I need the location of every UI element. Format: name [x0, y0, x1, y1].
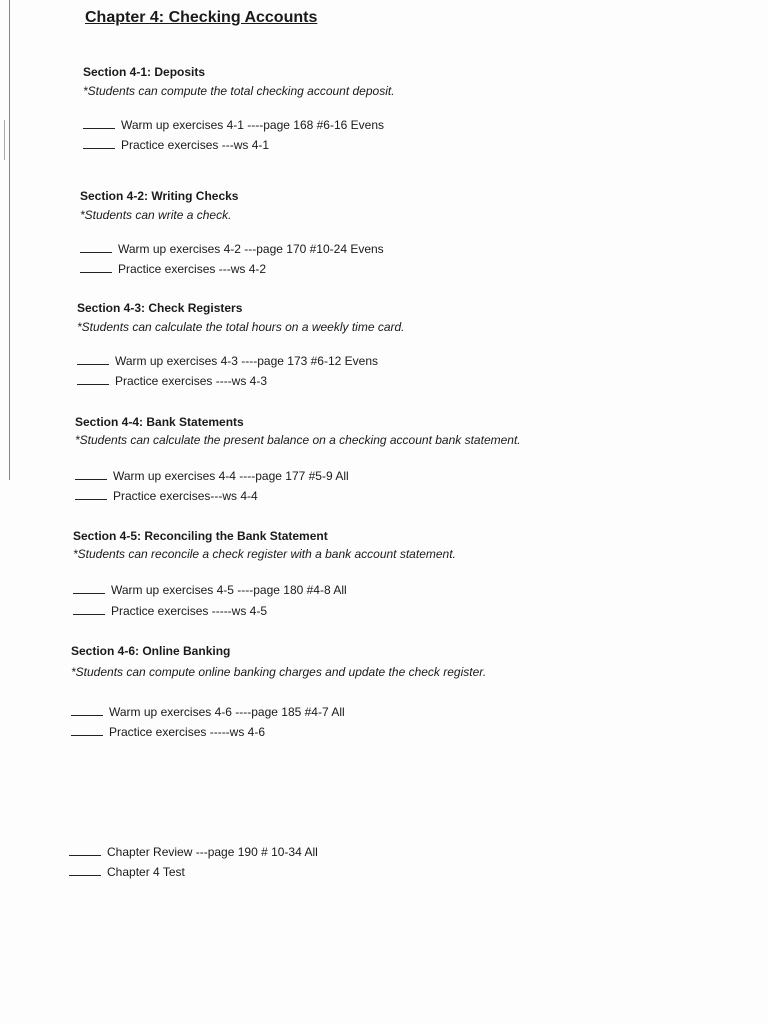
item-text: Practice exercises ----ws 4-3 — [115, 374, 268, 388]
section-objective: *Students can compute the total checking account deposit. — [83, 84, 395, 98]
item-text: Warm up exercises 4-6 ----page 185 #4-7 All — [109, 705, 345, 719]
page-title: Chapter 4: Checking Accounts — [85, 9, 318, 26]
section-heading: Section 4-6: Online Banking — [71, 644, 231, 658]
checklist-item-chapter-review — [69, 845, 318, 859]
item-text: Practice exercises---ws 4-4 — [113, 489, 258, 503]
checklist-item — [80, 262, 266, 276]
checkbox-blank[interactable] — [73, 604, 105, 615]
item-text: Warm up exercises 4-5 ----page 180 #4-8 All — [111, 583, 347, 597]
checklist-item-chapter-test — [69, 865, 185, 879]
section-objective: *Students can calculate the present balance on a checking account bank statement. — [75, 433, 521, 447]
scan-edge-line — [9, 0, 10, 480]
checkbox-blank[interactable] — [69, 845, 101, 856]
item-text: Warm up exercises 4-2 ---page 170 #10-24 Evens — [118, 242, 384, 256]
checklist-item — [77, 354, 378, 368]
checkbox-blank[interactable] — [77, 354, 109, 365]
section-objective: *Students can write a check. — [80, 208, 232, 222]
section-objective: *Students can compute online banking charges and update the check register. — [71, 665, 487, 679]
section-heading: Section 4-4: Bank Statements — [75, 415, 244, 429]
section-heading: Section 4-3: Check Registers — [77, 301, 243, 315]
item-text: Practice exercises ---ws 4-1 — [121, 138, 270, 152]
checkbox-blank[interactable] — [83, 118, 115, 129]
item-text: Chapter Review ---page 190 # 10-34 All — [107, 845, 318, 859]
checklist-item — [71, 725, 265, 739]
section-heading: Section 4-2: Writing Checks — [80, 189, 239, 203]
checkbox-blank[interactable] — [71, 725, 103, 736]
section-objective: *Students can reconcile a check register with a bank account statement. — [73, 547, 456, 561]
checkbox-blank[interactable] — [80, 262, 112, 273]
section-heading: Section 4-5: Reconciling the Bank Statement — [73, 529, 328, 543]
checkbox-blank[interactable] — [75, 469, 107, 480]
checklist-item — [80, 242, 384, 256]
checkbox-blank[interactable] — [77, 374, 109, 385]
item-text: Warm up exercises 4-1 ----page 168 #6-16 Evens — [121, 118, 385, 132]
checklist-item — [83, 138, 269, 152]
checklist-item — [73, 583, 347, 597]
checklist-item — [75, 489, 258, 503]
checkbox-blank[interactable] — [71, 705, 103, 716]
section-heading: Section 4-1: Deposits — [83, 65, 206, 79]
item-text: Practice exercises -----ws 4-6 — [109, 725, 266, 739]
checklist-item — [75, 469, 349, 483]
checkbox-blank[interactable] — [80, 242, 112, 253]
item-text: Warm up exercises 4-4 ----page 177 #5-9 All — [113, 469, 349, 483]
item-text: Practice exercises ---ws 4-2 — [118, 262, 267, 276]
item-text: Practice exercises -----ws 4-5 — [111, 604, 268, 618]
checkbox-blank[interactable] — [73, 583, 105, 594]
checklist-item — [83, 118, 384, 132]
section-objective: *Students can calculate the total hours on a weekly time card. — [77, 320, 405, 334]
scan-edge-mark — [4, 120, 5, 160]
checklist-item — [71, 705, 345, 719]
checkbox-blank[interactable] — [75, 489, 107, 500]
checkbox-blank[interactable] — [83, 138, 115, 149]
checkbox-blank[interactable] — [69, 865, 101, 876]
checklist-item — [73, 604, 267, 618]
item-text: Warm up exercises 4-3 ----page 173 #6-12 Evens — [115, 354, 379, 368]
checklist-item — [77, 374, 267, 388]
item-text: Chapter 4 Test — [107, 865, 185, 879]
